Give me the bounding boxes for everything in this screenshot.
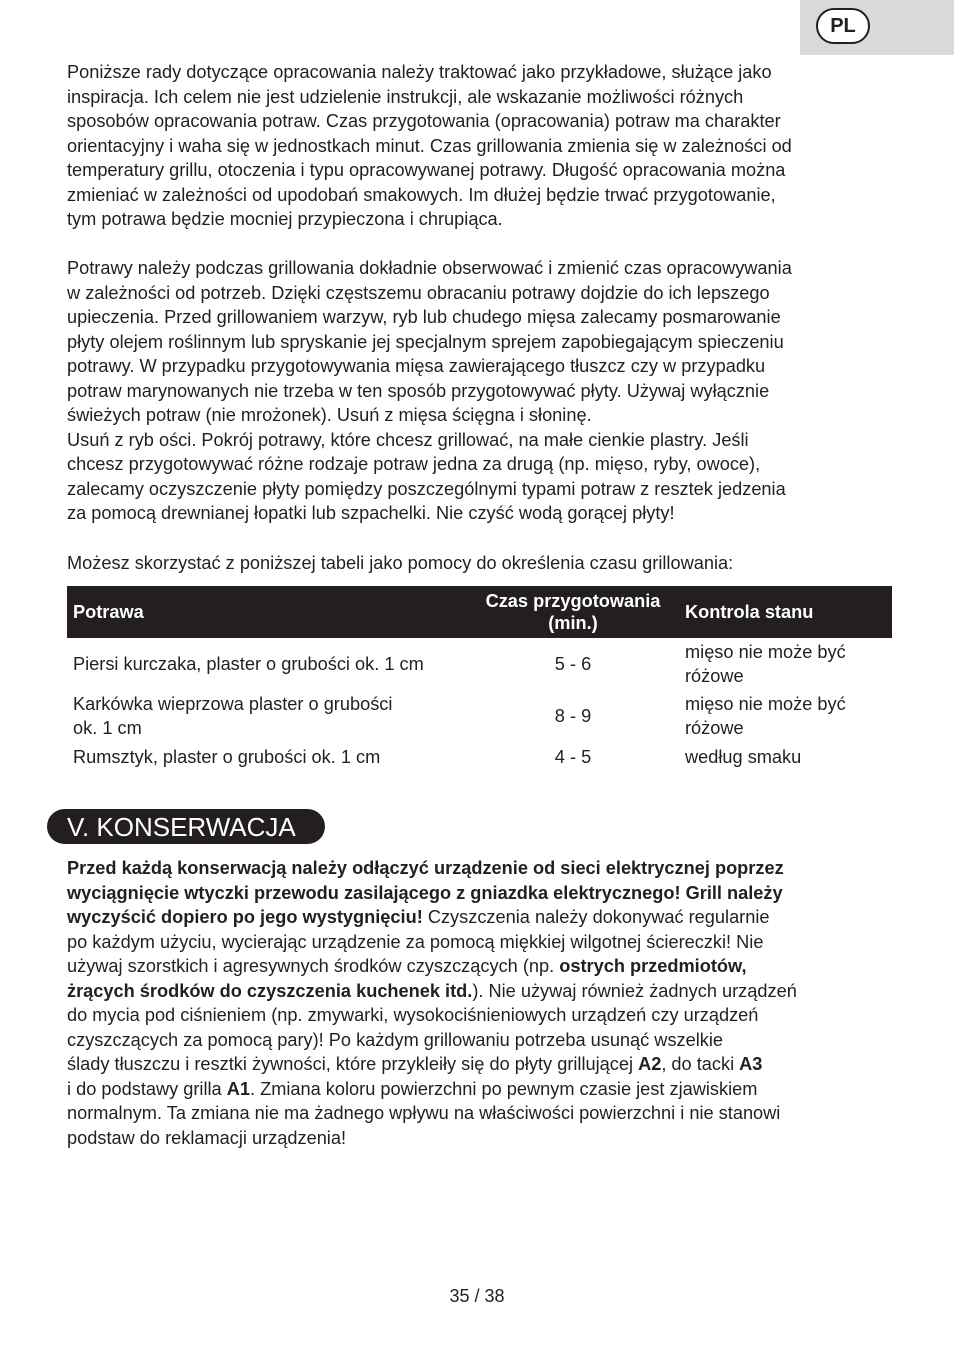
cell-check-line2: różowe <box>685 718 744 738</box>
cell-check-line2: różowe <box>685 666 744 686</box>
language-badge: PL <box>816 8 870 44</box>
grilling-paragraph <box>67 256 897 526</box>
cell-check: według smaku <box>685 747 802 767</box>
text: . Zmiana koloru powierzchni po pewnym czasie jest zjawiskiem <box>249 1078 758 1099</box>
header-time-line2: (min.) <box>548 613 598 633</box>
paragraph-line <box>67 881 897 906</box>
paragraph-line <box>67 1077 897 1102</box>
cell-dish <box>67 690 467 742</box>
text: i do podstawy grilla <box>67 1078 227 1099</box>
header-time <box>467 586 679 638</box>
cell-dish <box>67 638 467 690</box>
paragraph-line: sposobów opracowania potraw. Czas przygotowania (opracowania) potraw ma charakter <box>67 111 781 131</box>
paragraph-line <box>67 954 897 979</box>
cell-time: 8 - 9 <box>554 706 592 726</box>
bold-text: wyciągnięcie wtyczki przewodu zasilającego z gniazdka elektrycznego! Grill należy <box>67 882 783 903</box>
table-row <box>67 742 892 772</box>
paragraph-line <box>67 856 897 881</box>
bold-text: ostrych przedmiotów, <box>559 956 747 976</box>
maintenance-paragraph <box>67 856 897 1150</box>
cell-dish: Rumsztyk, plaster o grubości ok. 1 cm <box>73 747 381 767</box>
bold-text: Przed każdą konserwacją należy odłączyć urządzenie od sieci elektrycznej poprzez <box>67 858 784 878</box>
page-number: 35 / 38 <box>449 1286 505 1306</box>
paragraph-line: Potrawy należy podczas grillowania dokładnie obserwować i zmienić czas opracowywania <box>67 258 792 278</box>
paragraph-line: temperatury grillu, otoczenia i typu opracowywanej potrawy. Długość opracowania można <box>67 160 786 180</box>
cell-time: 5 - 6 <box>554 654 592 674</box>
cell-check-line1: mięso nie może być <box>685 642 846 662</box>
paragraph-line: inspiracja. Ich celem nie jest udzielenie instrukcji, ale wskazanie możliwości różnych <box>67 86 744 107</box>
bold-text: wyczyścić dopiero po jego wystygnięciu! <box>67 907 423 927</box>
paragraph-line: świeżych potraw (nie mrożonek). Usuń z mięsa ścięgna i słoninę. <box>67 405 592 425</box>
cell-check <box>679 638 892 690</box>
grilling-time-table <box>67 586 892 772</box>
paragraph-line: potrawy. W przypadku przygotowywania mięsa zawierającego tłuszcz czy w przypadku <box>67 356 766 376</box>
paragraph-line <box>67 905 897 930</box>
paragraph-line: po każdym użyciu, wycierając urządzenie za pomocą miękkiej wilgotnej ściereczki! Nie <box>67 931 764 952</box>
paragraph-line: Usuń z ryb ości. Pokrój potrawy, które chcesz grillować, na małe cienkie plastry. Jeśli <box>67 429 749 450</box>
paragraph-line: normalnym. Ta zmiana nie ma żadnego wpływu na właściwości powierzchni i nie stanowi <box>67 1103 781 1123</box>
paragraph-line: potraw marynowanych nie trzeba w ten sposób przygotowywać płyty. Używaj wyłącznie <box>67 380 770 401</box>
paragraph-line: zalecamy oczyszczenie płyty pomiędzy poszczególnymi typami potraw z resztek jedzenia <box>67 478 786 499</box>
text: ślady tłuszczu i resztki żywności, które przykleiły się do płyty grillującej <box>67 1054 639 1074</box>
paragraph-line: podstaw do reklamacji urządzenia! <box>67 1127 347 1148</box>
text: , do tacki <box>661 1054 740 1074</box>
part-ref: A1 <box>226 1078 250 1099</box>
paragraph-line: tym potrawa będzie mocniej przypieczona i chrupiąca. <box>67 209 503 229</box>
text: używaj szorstkich i agresywnych środków czyszczących (np. <box>67 956 560 976</box>
cell-dish-line1: Piersi kurczaka, plaster o grubości ok. 1 cm <box>73 654 424 674</box>
cell-dish-line2: ok. 1 cm <box>73 718 142 738</box>
paragraph-line: Poniższe rady dotyczące opracowania należy traktować jako przykładowe, służące jako <box>67 62 772 82</box>
text: Czyszczenia należy dokonywać regularnie <box>422 907 770 927</box>
part-ref: A3 <box>739 1054 763 1074</box>
table-row <box>67 638 892 690</box>
paragraph-line: orientacyjny i waha się w jednostkach minut. Czas grillowania zmienia się w zależności od <box>67 135 792 156</box>
paragraph-line: upieczenia. Przed grillowaniem warzyw, ryb lub chudego mięsa zalecamy posmarowanie <box>67 307 781 327</box>
paragraph-line: czyszczących za pomocą pary)! Po każdym grillowaniu potrzeba usunąć wszelkie <box>67 1029 724 1050</box>
intro-paragraph <box>67 60 897 232</box>
bold-text: żrących środków do czyszczenia kuchenek itd. <box>67 980 473 1001</box>
paragraph-line: do mycia pod ciśnieniem (np. zmywarki, wysokociśnieniowych urządzeń czy urządzeń <box>67 1005 759 1025</box>
table-intro: Możesz skorzystać z poniższej tabeli jako pomocy do określenia czasu grillowania: <box>67 553 734 573</box>
part-ref: A2 <box>638 1054 662 1074</box>
table-row <box>67 690 892 742</box>
text: ). Nie używaj również żadnych urządzeń <box>472 980 797 1001</box>
cell-check <box>679 690 892 742</box>
header-dish: Potrawa <box>67 586 467 638</box>
paragraph-line <box>67 1052 897 1077</box>
paragraph-line: chcesz przygotowywać różne rodzaje potraw jedna za drugą (np. mięso, ryby, owoce), <box>67 454 761 474</box>
cell-dish-line1: Karkówka wieprzowa plaster o grubości <box>73 694 393 714</box>
header-time-line1: Czas przygotowania <box>485 591 661 611</box>
table-header-row <box>67 586 892 638</box>
paragraph-line: płyty olejem roślinnym lub spryskanie jej specjalnym sprejem zapobiegającym spieczeniu <box>67 331 784 352</box>
section-heading: V. KONSERWACJA <box>47 809 325 844</box>
cell-check-line1: mięso nie może być <box>685 694 846 714</box>
paragraph-line: zmieniać w zależności od upodobań smakowych. Im dłużej będzie trwać przygotowanie, <box>67 184 776 205</box>
cell-time: 4 - 5 <box>554 747 592 767</box>
paragraph-line: za pomocą drewnianej łopatki lub szpachelki. Nie czyść wodą gorącej płyty! <box>67 503 675 523</box>
paragraph-line <box>67 979 897 1004</box>
header-check: Kontrola stanu <box>679 586 892 638</box>
paragraph-line: w zależności od potrzeb. Dzięki częstszemu obracaniu potrawy dojdzie do ich lepszego <box>67 282 770 303</box>
